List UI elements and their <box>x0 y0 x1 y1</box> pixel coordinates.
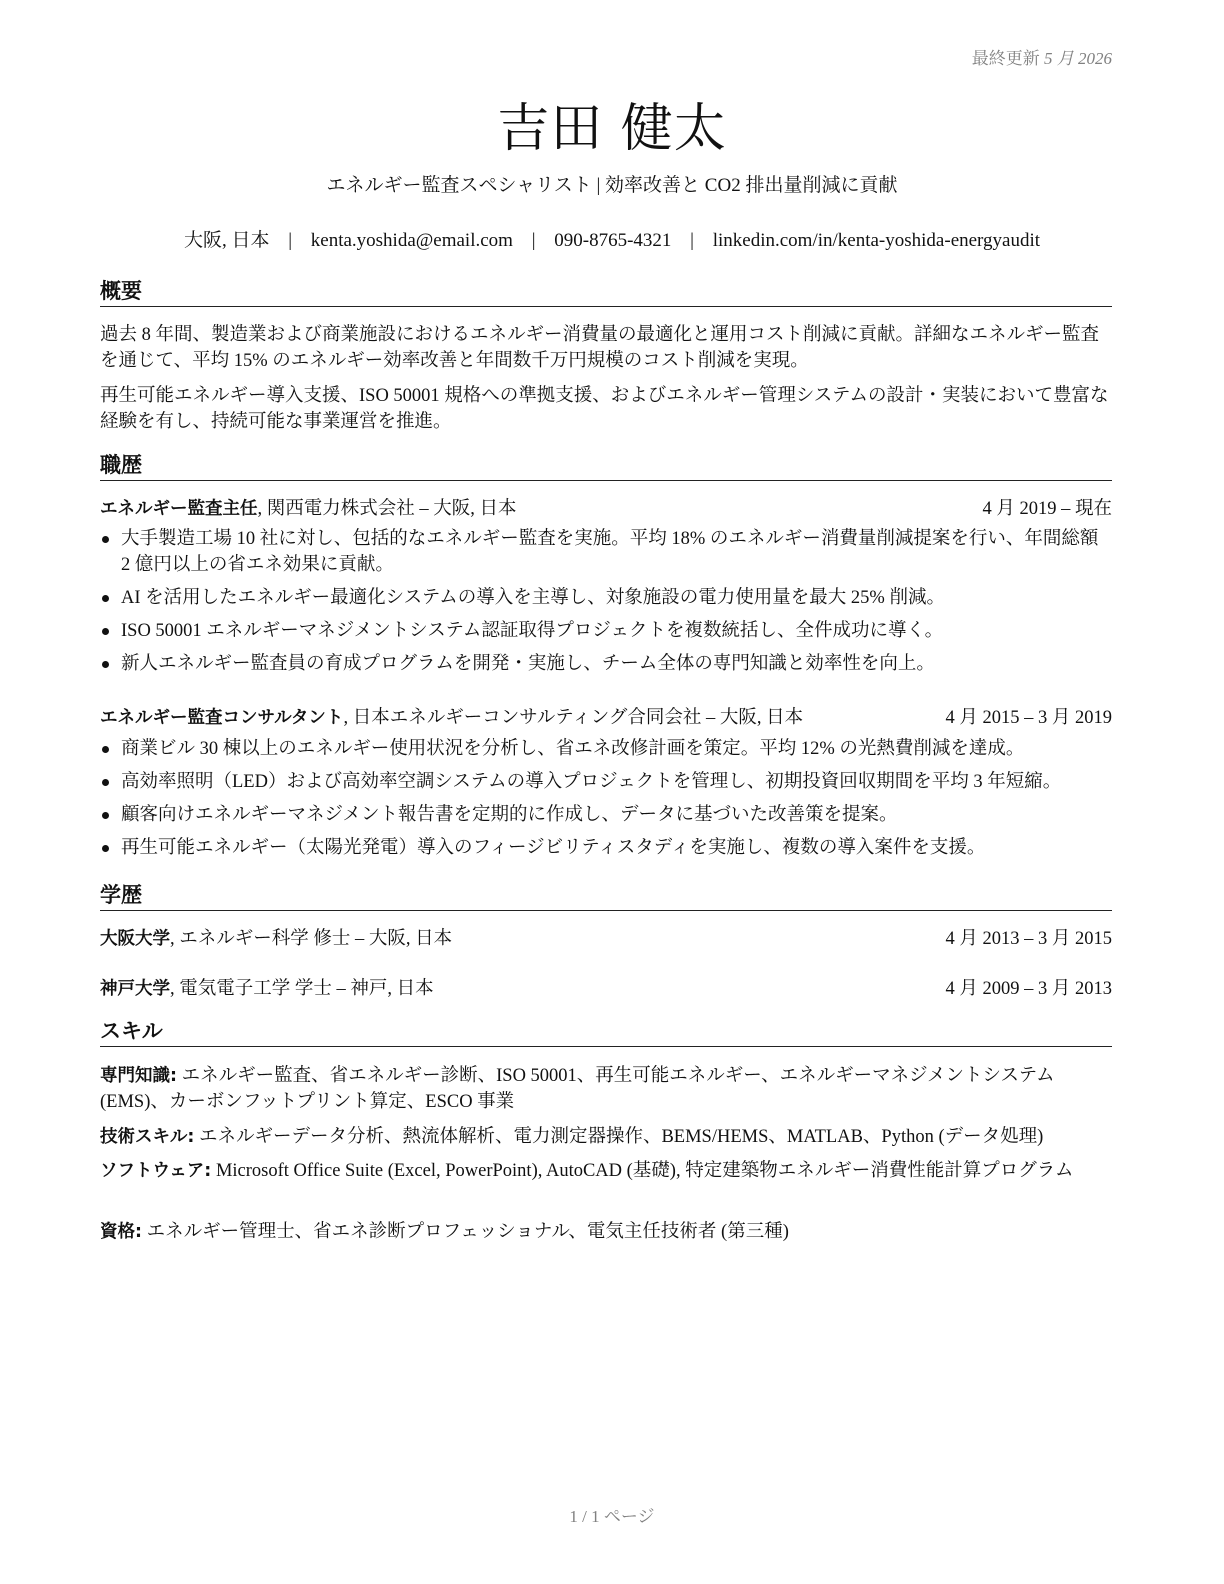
skill-label: 専門知識: <box>100 1066 177 1086</box>
skill-certifications <box>100 1219 1112 1245</box>
education-school: 大阪大学 <box>100 929 170 949</box>
education-detail: , エネルギー科学 修士 – 大阪, 日本 <box>170 929 453 949</box>
list-item: 大手製造工場 10 社に対し、包括的なエネルギー監査を実施。平均 18% のエネルギー消費量削減提案を行い、年間総額 2 億円以上の省エネ効果に貢献。 <box>100 526 1112 578</box>
list-item: ISO 50001 エネルギーマネジメントシステム認証取得プロジェクトを複数統括し、全件成功に導く。 <box>100 618 1112 644</box>
skill-technical <box>100 1124 1112 1150</box>
job-bullets-2 <box>100 736 1112 868</box>
skill-text: エネルギーデータ分析、熱流体解析、電力測定器操作、BEMS/HEMS、MATLAB、Python (データ処理) <box>194 1127 1044 1147</box>
list-item: 高効率照明（LED）および高効率空調システムの導入プロジェクトを管理し、初期投資回収期間を平均 3 年短縮。 <box>100 769 1112 795</box>
job-org: , 日本エネルギーコンサルティング合同会社 – 大阪, 日本 <box>343 708 804 728</box>
education-entry-2 <box>100 976 1112 1002</box>
education-date: 4 月 2013 – 3 月 2015 <box>945 929 1112 949</box>
summary-paragraph-1: 過去 8 年間、製造業および商業施設におけるエネルギー消費量の最適化と運用コスト削減に貢献。詳細なエネルギー監査を通じて、平均 15% のエネルギー効率改善と年間数千万円規模のコスト削減を実現。 <box>100 325 1100 371</box>
candidate-name: 吉田 健太 <box>497 99 727 159</box>
job-header-1 <box>100 496 1112 522</box>
education-date: 4 月 2009 – 3 月 2013 <box>945 979 1112 999</box>
job-role: エネルギー監査主任 <box>100 499 258 519</box>
section-title-skills: スキル <box>100 1018 1112 1047</box>
skill-label: 技術スキル: <box>100 1127 195 1147</box>
contact-line <box>0 225 1224 252</box>
last-updated <box>972 44 1112 69</box>
list-item: 新人エネルギー監査員の育成プログラムを開発・実施し、チーム全体の専門知識と効率性を向上。 <box>100 651 1112 677</box>
section-title-education: 学歴 <box>100 882 1112 911</box>
skill-software <box>100 1158 1112 1184</box>
skill-label: 資格: <box>100 1222 142 1242</box>
contact-email[interactable]: kenta.yoshida@email.com <box>310 230 513 251</box>
education-entry-1 <box>100 926 1112 952</box>
tagline: エネルギー監査スペシャリスト | 効率改善と CO2 排出量削減に貢献 <box>326 175 898 196</box>
job-header-2 <box>100 705 1112 731</box>
job-org: , 関西電力株式会社 – 大阪, 日本 <box>257 499 517 519</box>
contact-separator: | <box>288 230 293 251</box>
job-date: 4 月 2015 – 3 月 2019 <box>945 708 1112 728</box>
skill-text: エネルギー監査、省エネルギー診断、ISO 50001、再生可能エネルギー、エネルギーマネジメントシステム (EMS)、カーボンフットプリント算定、ESCO 事業 <box>100 1066 1055 1112</box>
last-updated-label: 最終更新 <box>971 49 1040 68</box>
list-item: 顧客向けエネルギーマネジメント報告書を定期的に作成し、データに基づいた改善策を提案。 <box>100 802 1112 828</box>
last-updated-date: 5 月 2026 <box>1044 49 1112 68</box>
skill-text: エネルギー管理士、省エネ診断プロフェッショナル、電気主任技術者 (第三種) <box>142 1222 789 1242</box>
contact-linkedin[interactable]: linkedin.com/in/kenta-yoshida-energyaudit <box>712 230 1041 251</box>
section-title-experience: 職歴 <box>100 452 1112 481</box>
summary-paragraph-2: 再生可能エネルギー導入支援、ISO 50001 規格への準拠支援、およびエネルギー管理システムの設計・実装において豊富な経験を有し、持続可能な事業運営を推進。 <box>100 386 1109 432</box>
section-title-summary: 概要 <box>100 278 1112 307</box>
contact-location: 大阪, 日本 <box>183 230 270 251</box>
job-role: エネルギー監査コンサルタント <box>100 708 344 728</box>
contact-separator: | <box>531 230 536 251</box>
education-school: 神戸大学 <box>100 979 170 999</box>
job-date: 4 月 2019 – 現在 <box>982 499 1112 519</box>
list-item: 再生可能エネルギー（太陽光発電）導入のフィージビリティスタディを実施し、複数の導入案件を支援。 <box>100 835 1112 861</box>
list-item: 商業ビル 30 棟以上のエネルギー使用状況を分析し、省エネ改修計画を策定。平均 12% の光熱費削減を達成。 <box>100 736 1112 762</box>
job-bullets-1 <box>100 526 1112 684</box>
contact-phone[interactable]: 090-8765-4321 <box>554 230 672 251</box>
contact-separator: | <box>690 230 694 251</box>
skill-label: ソフトウェア: <box>100 1161 212 1181</box>
skill-expertise <box>100 1063 1112 1115</box>
skill-text: Microsoft Office Suite (Excel, PowerPoint), AutoCAD (基礎), 特定建築物エネルギー消費性能計算プログラム <box>211 1161 1074 1181</box>
page-number: 1 / 1 ページ <box>569 1507 655 1526</box>
education-detail: , 電気電子工学 学士 – 神戸, 日本 <box>170 979 434 999</box>
list-item: AI を活用したエネルギー最適化システムの導入を主導し、対象施設の電力使用量を最大 25% 削減。 <box>100 585 1112 611</box>
